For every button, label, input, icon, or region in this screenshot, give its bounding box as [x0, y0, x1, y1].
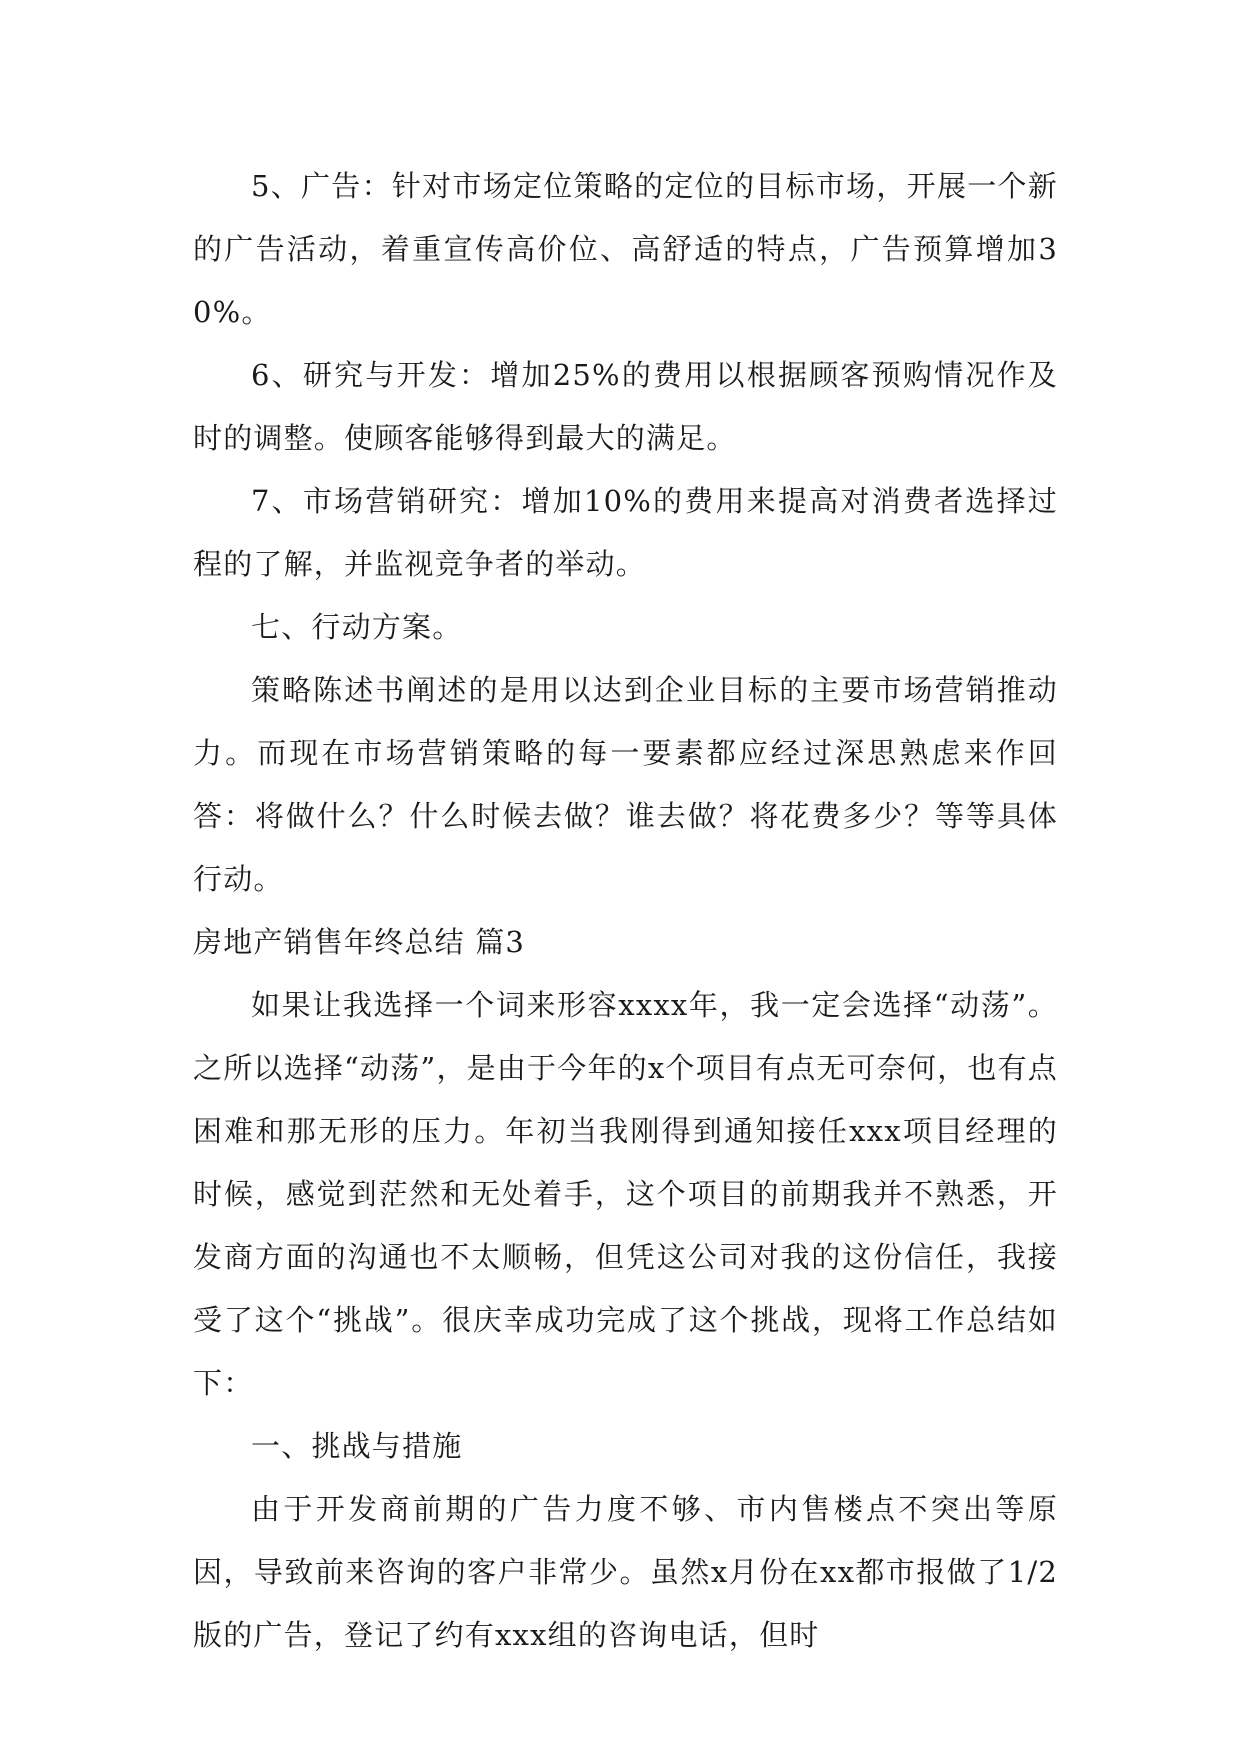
paragraph-challenges-detail: 由于开发商前期的广告力度不够、市内售楼点不突出等原因，导致前来咨询的客户非常少。虽然x月份在xx都市报做了1/2版的广告，登记了约有xxx组的咨询电话，但时: [193, 1492, 1058, 1652]
section-title: 房地产销售年终总结 篇3: [193, 925, 526, 959]
heading-action-plan: 七、行动方案。: [251, 610, 463, 644]
paragraph-advertising: 5、广告：针对市场定位策略的定位的目标市场，开展一个新的广告活动，着重宣传高价位、高舒适的特点，广告预算增加30%。: [193, 169, 1058, 329]
paragraph-research-development: 6、研究与开发：增加25%的费用以根据顾客预购情况作及时的调整。使顾客能够得到最大的满足。: [193, 358, 1058, 455]
document-body: [193, 155, 1058, 1667]
paragraph-strategy-statement: 策略陈述书阐述的是用以达到企业目标的主要市场营销推动力。而现在市场营销策略的每一要素都应经过深思熟虑来作回答：将做什么？什么时候去做？谁去做？将花费多少？等等具体行动。: [193, 673, 1058, 896]
paragraph-intro-summary: 如果让我选择一个词来形容xxxx年，我一定会选择“动荡”。之所以选择“动荡”，是由于今年的x个项目有点无可奈何，也有点困难和那无形的压力。年初当我刚得到通知接任xxx项目经理的时候，感觉到茫然和无处着手，这个项目的前期我并不熟悉，开发商方面的沟通也不太顺畅，但凭这公司对我的这份信任，我接受了这个“挑战”。很庆幸成功完成了这个挑战，现将工作总结如下：: [193, 988, 1059, 1400]
heading-challenges-measures: 一、挑战与措施: [251, 1429, 463, 1463]
paragraph-marketing-research: 7、市场营销研究：增加10%的费用来提高对消费者选择过程的了解，并监视竞争者的举动。: [193, 484, 1058, 581]
